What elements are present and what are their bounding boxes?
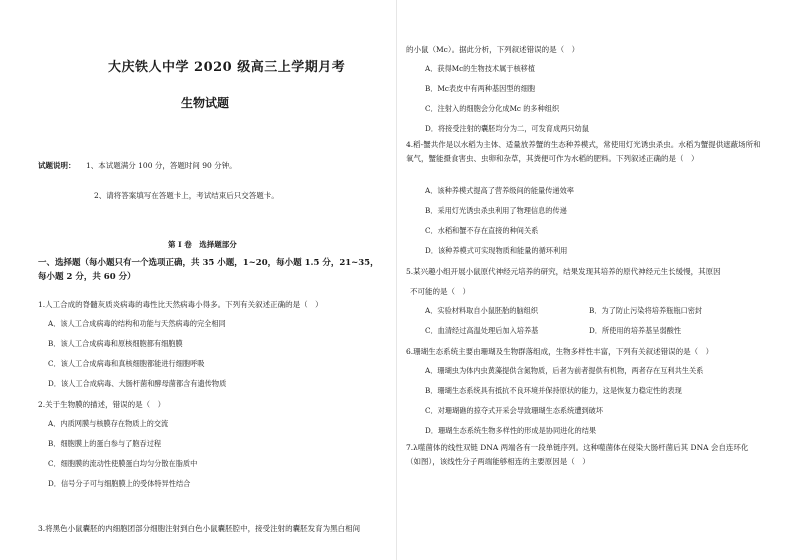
- q1-option-b: B．该人工合成病毒和原核细胞都有细胞膜: [48, 339, 183, 348]
- q4-stem: 4.稻-蟹共作是以水稻为主体、适量放养蟹的生态种养模式，常使用灯光诱虫杀虫。水稻为蟹提供遮蔽场所和氧气，蟹能摄食害虫、虫卵和杂草，其粪便可作为水稻的肥料。下列叙述正确的是（ ）: [406, 140, 761, 163]
- q1-option-c: C．该人工合成病毒和真核细胞都能进行细胞呼吸: [48, 359, 205, 368]
- q6-stem: 6.珊瑚生态系统主要由珊瑚及生物群落组成，生物多样性丰富，下列有关叙述错误的是（ ）: [406, 347, 714, 356]
- note-2: 2、请将答案填写在答题卡上，考试结束后只交答题卡。: [94, 191, 279, 200]
- q5-stem-continued: 不可能的是（ ）: [410, 287, 470, 296]
- q6-option-d: D．珊瑚生态系统生物多样性的形成是协同进化的结果: [425, 426, 597, 435]
- note-1: 1、本试题满分 100 分，答题时间 90 分钟。: [86, 161, 237, 170]
- q5-option-c: C．血清经过高温处理后加入培养基: [425, 326, 539, 335]
- q5-option-b: B．为了防止污染将培养瓶瓶口密封: [589, 306, 703, 315]
- q7-stem: 7.λ噬菌体的线性双链 DNA 两端各有一段单链序列。这种噬菌体在侵染大肠杆菌后其 DNA 会自连环化（如图），该线性分子两端能够相连的主要原因是（ ）: [406, 443, 749, 466]
- exam-title: 大庆铁人中学 2020 级高三上学期月考: [108, 60, 346, 75]
- q1-option-d: D．该人工合成病毒、大肠杆菌和酵母菌都含有遗传物质: [48, 379, 227, 388]
- q1-stem: 1.人工合成的脊髓灰质炎病毒的毒性比天然病毒小得多。下列有关叙述正确的是（ ）: [38, 300, 323, 309]
- q5-stem: 5.某兴趣小组开展小鼠原代神经元培养的研究，结果发现其培养的原代神经元生长缓慢，其原因: [406, 267, 721, 276]
- q3-option-c: C．注射入的细胞会分化成Mc 的多种组织: [425, 104, 560, 113]
- q3-option-d: D．将接受注射的囊胚均分为二，可发育成两只幼鼠: [425, 124, 589, 133]
- q6-option-c: C．对珊瑚礁的掠夺式开采会导致珊瑚生态系统遭到破坏: [425, 406, 604, 415]
- q2-option-d: D．信号分子可与细胞膜上的受体特异性结合: [48, 479, 191, 488]
- q6-option-a: A．珊瑚虫为体内虫黄藻提供含氮物质，后者为前者提供有机物，两者存在互利共生关系: [425, 366, 704, 375]
- q2-option-c: C．细胞膜的流动性使膜蛋白均匀分散在脂质中: [48, 459, 198, 468]
- notes-label: 试题说明：: [38, 161, 76, 170]
- q3-option-a: A．获得Mc的生物技术属于核移植: [425, 64, 536, 73]
- q4-option-c: C．水稻和蟹不存在直接的种间关系: [425, 226, 539, 235]
- q3-stem: 3.将黑色小鼠囊胚的内细胞团部分细胞注射到白色小鼠囊胚腔中，接受注射的囊胚发育为黑白相间: [38, 524, 361, 533]
- right-column: [397, 0, 794, 560]
- q2-option-b: B．细胞膜上的蛋白参与了胞吞过程: [48, 439, 162, 448]
- q1-option-a: A．该人工合成病毒的结构和功能与天然病毒的完全相同: [48, 319, 226, 328]
- q2-option-a: A．内质网膜与核膜存在物质上的交流: [48, 419, 169, 428]
- exam-subject: 生物试题: [181, 96, 230, 110]
- q4-option-b: B．采用灯光诱虫杀虫利用了物理信息的传递: [425, 206, 567, 215]
- q4-option-a: A．该种养模式提高了营养级间的能量传递效率: [425, 186, 574, 195]
- section-intro: 一、选择题（每小题只有一个选项正确，共 35 小题，1~20，每小题 1.5 分，21~35，每小题 2 分，共 60 分）: [38, 258, 379, 282]
- section-title: 第 I 卷 选择题部分: [168, 240, 237, 249]
- q4-option-d: D．该种养模式可实现物质和能量的循环利用: [425, 246, 568, 255]
- q5-option-a: A．实验材料取自小鼠胚胎的脑组织: [425, 306, 539, 315]
- q6-option-b: B．珊瑚生态系统具有抵抗不良环境并保持原状的能力，这是恢复力稳定性的表现: [425, 386, 682, 395]
- q2-stem: 2.关于生物膜的描述，错误的是（ ）: [38, 400, 166, 409]
- q3-stem-continued: 的小鼠（Mc）。据此分析，下列叙述错误的是（ ）: [406, 45, 580, 54]
- q3-option-b: B．Mc表皮中有两种基因型的细胞: [425, 84, 536, 93]
- q5-option-d: D．所使用的培养基呈弱酸性: [589, 326, 682, 335]
